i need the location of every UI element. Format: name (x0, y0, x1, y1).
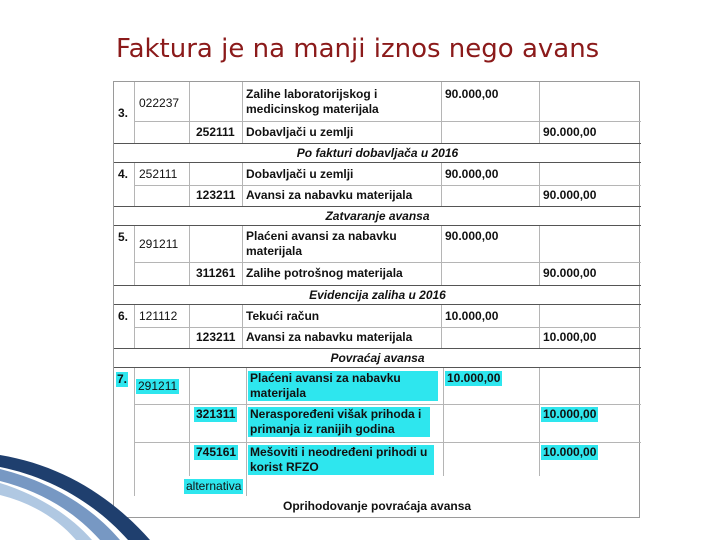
grid-line (242, 163, 243, 206)
grid-line (242, 226, 243, 285)
debit-amount: 90.000,00 (445, 167, 499, 181)
section-header: Zatvaranje avansa (114, 206, 641, 226)
entry-number: 7. (117, 372, 128, 386)
credit-description: Dobavljači u zemlji (246, 125, 354, 139)
debit-amount: 10.000,00 (445, 309, 499, 323)
page-title: Faktura je na manji iznos nego avans (116, 34, 600, 64)
debit-description: Zalihe laboratorijskog i medicinskog materijala (246, 87, 379, 116)
grid-line (134, 404, 641, 405)
grid-line (134, 442, 641, 443)
debit-account: 252111 (139, 167, 178, 181)
grid-line (134, 327, 641, 328)
credit-account-alt: 745161 (196, 445, 237, 459)
credit-amount: 90.000,00 (543, 266, 597, 280)
credit-amount-alt: 10.000,00 (543, 445, 597, 459)
grid-line (134, 82, 135, 143)
debit-account: 291211 (138, 379, 178, 393)
debit-account: 121112 (139, 309, 178, 323)
credit-account: 123211 (196, 330, 236, 344)
grid-line (441, 226, 442, 285)
credit-description-alt: Mešoviti i neodređeni prihodi u korist RFZO (248, 445, 434, 475)
section-header: Povraćaj avansa (114, 348, 641, 368)
entry-number: 6. (118, 309, 129, 323)
credit-account: 123211 (196, 188, 236, 202)
debit-account: 291211 (139, 237, 179, 251)
debit-description: Tekući račun (246, 309, 320, 323)
grid-line (539, 368, 540, 476)
credit-amount: 10.000,00 (543, 407, 597, 421)
grid-line (134, 121, 641, 122)
grid-line (441, 82, 442, 143)
journal-table (113, 81, 640, 518)
grid-line (189, 163, 190, 206)
credit-account: 321311 (196, 407, 236, 421)
grid-line (134, 262, 641, 263)
credit-account: 311261 (196, 266, 236, 280)
grid-line (441, 305, 442, 348)
debit-description: Dobavljači u zemlji (246, 167, 354, 181)
grid-line (134, 305, 135, 348)
entry-number: 5. (118, 230, 129, 244)
credit-description: Avansi za nabavku materijala (246, 330, 413, 344)
grid-line (189, 305, 190, 348)
debit-amount: 10.000,00 (447, 371, 501, 385)
grid-line (539, 163, 540, 206)
grid-line (189, 82, 190, 143)
credit-description: Zalihe potrošnog materijala (246, 266, 403, 280)
grid-line (134, 163, 135, 206)
footer-note: Oprihodovanje povraćaja avansa (283, 499, 472, 513)
grid-line (246, 368, 247, 496)
debit-account: 022237 (139, 96, 180, 110)
grid-line (539, 305, 540, 348)
alternative-label: alternativa (186, 479, 242, 493)
grid-line (539, 226, 540, 285)
entry-number: 3. (118, 106, 129, 120)
grid-line (539, 82, 540, 143)
grid-line (134, 185, 641, 186)
grid-line (242, 82, 243, 143)
credit-description: Avansi za nabavku materijala (246, 188, 413, 202)
credit-amount: 10.000,00 (543, 330, 597, 344)
credit-account: 252111 (196, 125, 235, 139)
debit-description: Plaćeni avansi za nabavku materijala (246, 229, 397, 258)
grid-line (134, 226, 135, 285)
credit-amount: 90.000,00 (543, 125, 597, 139)
entry-number: 4. (118, 167, 129, 181)
grid-line (441, 163, 442, 206)
section-header: Po fakturi dobavljača u 2016 (114, 143, 641, 163)
decorative-swoosh (0, 455, 220, 540)
grid-line (189, 226, 190, 285)
grid-line (443, 368, 444, 476)
debit-description: Plaćeni avansi za nabavku materijala (248, 371, 438, 401)
section-header: Evidencija zaliha u 2016 (114, 285, 641, 305)
credit-amount: 90.000,00 (543, 188, 597, 202)
debit-amount: 90.000,00 (445, 87, 499, 101)
grid-line (242, 305, 243, 348)
debit-amount: 90.000,00 (445, 229, 499, 243)
credit-description: Neraspoređeni višak prihoda i primanja iz ranijih godina (248, 407, 430, 437)
